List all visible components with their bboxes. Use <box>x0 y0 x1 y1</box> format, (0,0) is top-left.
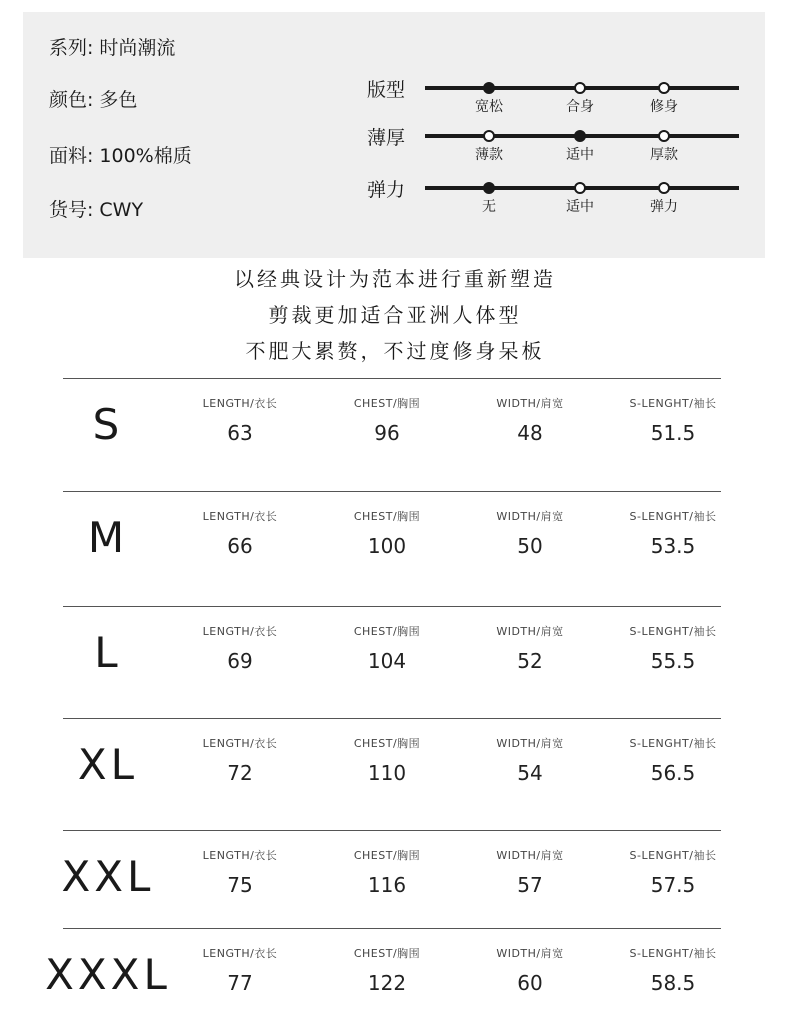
intro-line-2: 剪裁更加适合亚洲人体型 <box>268 303 522 327</box>
column-header: LENGTH/衣长 <box>202 510 278 523</box>
fabric-info <box>49 144 192 168</box>
measurement-value: 104 <box>367 649 407 673</box>
measurement-value: 75 <box>227 873 253 897</box>
column-header: S-LENGHT/袖长 <box>629 737 717 750</box>
size-label: XXL <box>61 852 155 901</box>
attribute-option-label: 适中 <box>566 147 594 163</box>
scale-dot-selected <box>483 182 495 194</box>
size-label: M <box>87 513 129 562</box>
measurement-value: 60 <box>517 971 543 995</box>
column-header: LENGTH/衣长 <box>202 849 278 862</box>
scale-dot <box>658 130 670 142</box>
measurement-value: 57 <box>517 873 543 897</box>
color-value: 多色 <box>99 89 138 111</box>
item-number-value: CWY <box>99 199 144 221</box>
attribute-option-label: 宽松 <box>475 99 503 115</box>
scale-dot <box>483 130 495 142</box>
measurement-value: 48 <box>517 421 543 445</box>
row-divider <box>63 606 721 607</box>
measurement-value: 110 <box>367 761 407 785</box>
column-header: CHEST/胸围 <box>353 625 421 638</box>
measurement-value: 54 <box>517 761 543 785</box>
measurement-value: 122 <box>367 971 407 995</box>
size-label: XXXL <box>45 950 171 999</box>
column-header: WIDTH/肩宽 <box>496 397 564 410</box>
item-number-info <box>49 198 143 222</box>
scale-dot-selected <box>483 82 495 94</box>
color-info <box>49 88 137 112</box>
measurement-value: 100 <box>367 534 407 558</box>
scale-dot <box>574 82 586 94</box>
row-divider <box>63 491 721 492</box>
series-label: 系列: <box>49 37 94 59</box>
column-header: LENGTH/衣长 <box>202 625 278 638</box>
column-header: WIDTH/肩宽 <box>496 849 564 862</box>
row-divider <box>63 830 721 831</box>
row-divider <box>63 928 721 929</box>
measurement-value: 58.5 <box>650 971 696 995</box>
product-info-panel <box>23 12 765 258</box>
row-divider <box>63 378 721 379</box>
row-divider <box>63 718 721 719</box>
attribute-option-label: 合身 <box>566 99 594 115</box>
column-header: WIDTH/肩宽 <box>496 737 564 750</box>
column-header: LENGTH/衣长 <box>202 397 278 410</box>
size-label: XL <box>77 740 139 789</box>
series-info <box>49 36 175 60</box>
measurement-value: 116 <box>367 873 407 897</box>
series-value: 时尚潮流 <box>99 37 176 59</box>
size-label: S <box>92 400 124 449</box>
measurement-value: 69 <box>227 649 253 673</box>
size-label: L <box>94 628 122 677</box>
intro-line-3: 不肥大累赘，不过度修身呆板 <box>245 339 545 363</box>
column-header: S-LENGHT/袖长 <box>629 625 717 638</box>
attribute-label: 弹力 <box>367 179 406 201</box>
column-header: CHEST/胸围 <box>353 737 421 750</box>
measurement-value: 55.5 <box>650 649 696 673</box>
column-header: S-LENGHT/袖长 <box>629 947 717 960</box>
column-header: WIDTH/肩宽 <box>496 510 564 523</box>
measurement-value: 66 <box>227 534 253 558</box>
column-header: CHEST/胸围 <box>353 510 421 523</box>
measurement-value: 96 <box>374 421 400 445</box>
attribute-label: 薄厚 <box>367 127 406 149</box>
measurement-value: 51.5 <box>650 421 696 445</box>
intro-line-1: 以经典设计为范本进行重新塑造 <box>234 267 556 291</box>
column-header: S-LENGHT/袖长 <box>629 849 717 862</box>
measurement-value: 50 <box>517 534 543 558</box>
attribute-option-label: 厚款 <box>650 147 678 163</box>
attribute-option-label: 修身 <box>650 99 678 115</box>
scale-dot <box>658 182 670 194</box>
column-header: LENGTH/衣长 <box>202 737 278 750</box>
color-label: 颜色: <box>49 89 94 111</box>
measurement-value: 77 <box>227 971 253 995</box>
column-header: CHEST/胸围 <box>353 397 421 410</box>
column-header: WIDTH/肩宽 <box>496 947 564 960</box>
item-number-label: 货号: <box>49 199 94 221</box>
attribute-option-label: 适中 <box>566 199 594 215</box>
attribute-option-label: 薄款 <box>475 147 503 163</box>
measurement-value: 72 <box>227 761 253 785</box>
attribute-label: 版型 <box>367 79 406 101</box>
measurement-value: 56.5 <box>650 761 696 785</box>
column-header: CHEST/胸围 <box>353 849 421 862</box>
scale-dot <box>658 82 670 94</box>
column-header: S-LENGHT/袖长 <box>629 510 717 523</box>
fabric-value: 100%棉质 <box>99 145 192 167</box>
column-header: LENGTH/衣长 <box>202 947 278 960</box>
column-header: S-LENGHT/袖长 <box>629 397 717 410</box>
column-header: WIDTH/肩宽 <box>496 625 564 638</box>
measurement-value: 53.5 <box>650 534 696 558</box>
attribute-option-label: 弹力 <box>650 199 678 215</box>
measurement-value: 52 <box>517 649 543 673</box>
measurement-value: 57.5 <box>650 873 696 897</box>
scale-dot <box>574 182 586 194</box>
scale-dot-selected <box>574 130 586 142</box>
fabric-label: 面料: <box>49 145 94 167</box>
attribute-option-label: 无 <box>482 199 496 215</box>
column-header: CHEST/胸围 <box>353 947 421 960</box>
measurement-value: 63 <box>227 421 253 445</box>
